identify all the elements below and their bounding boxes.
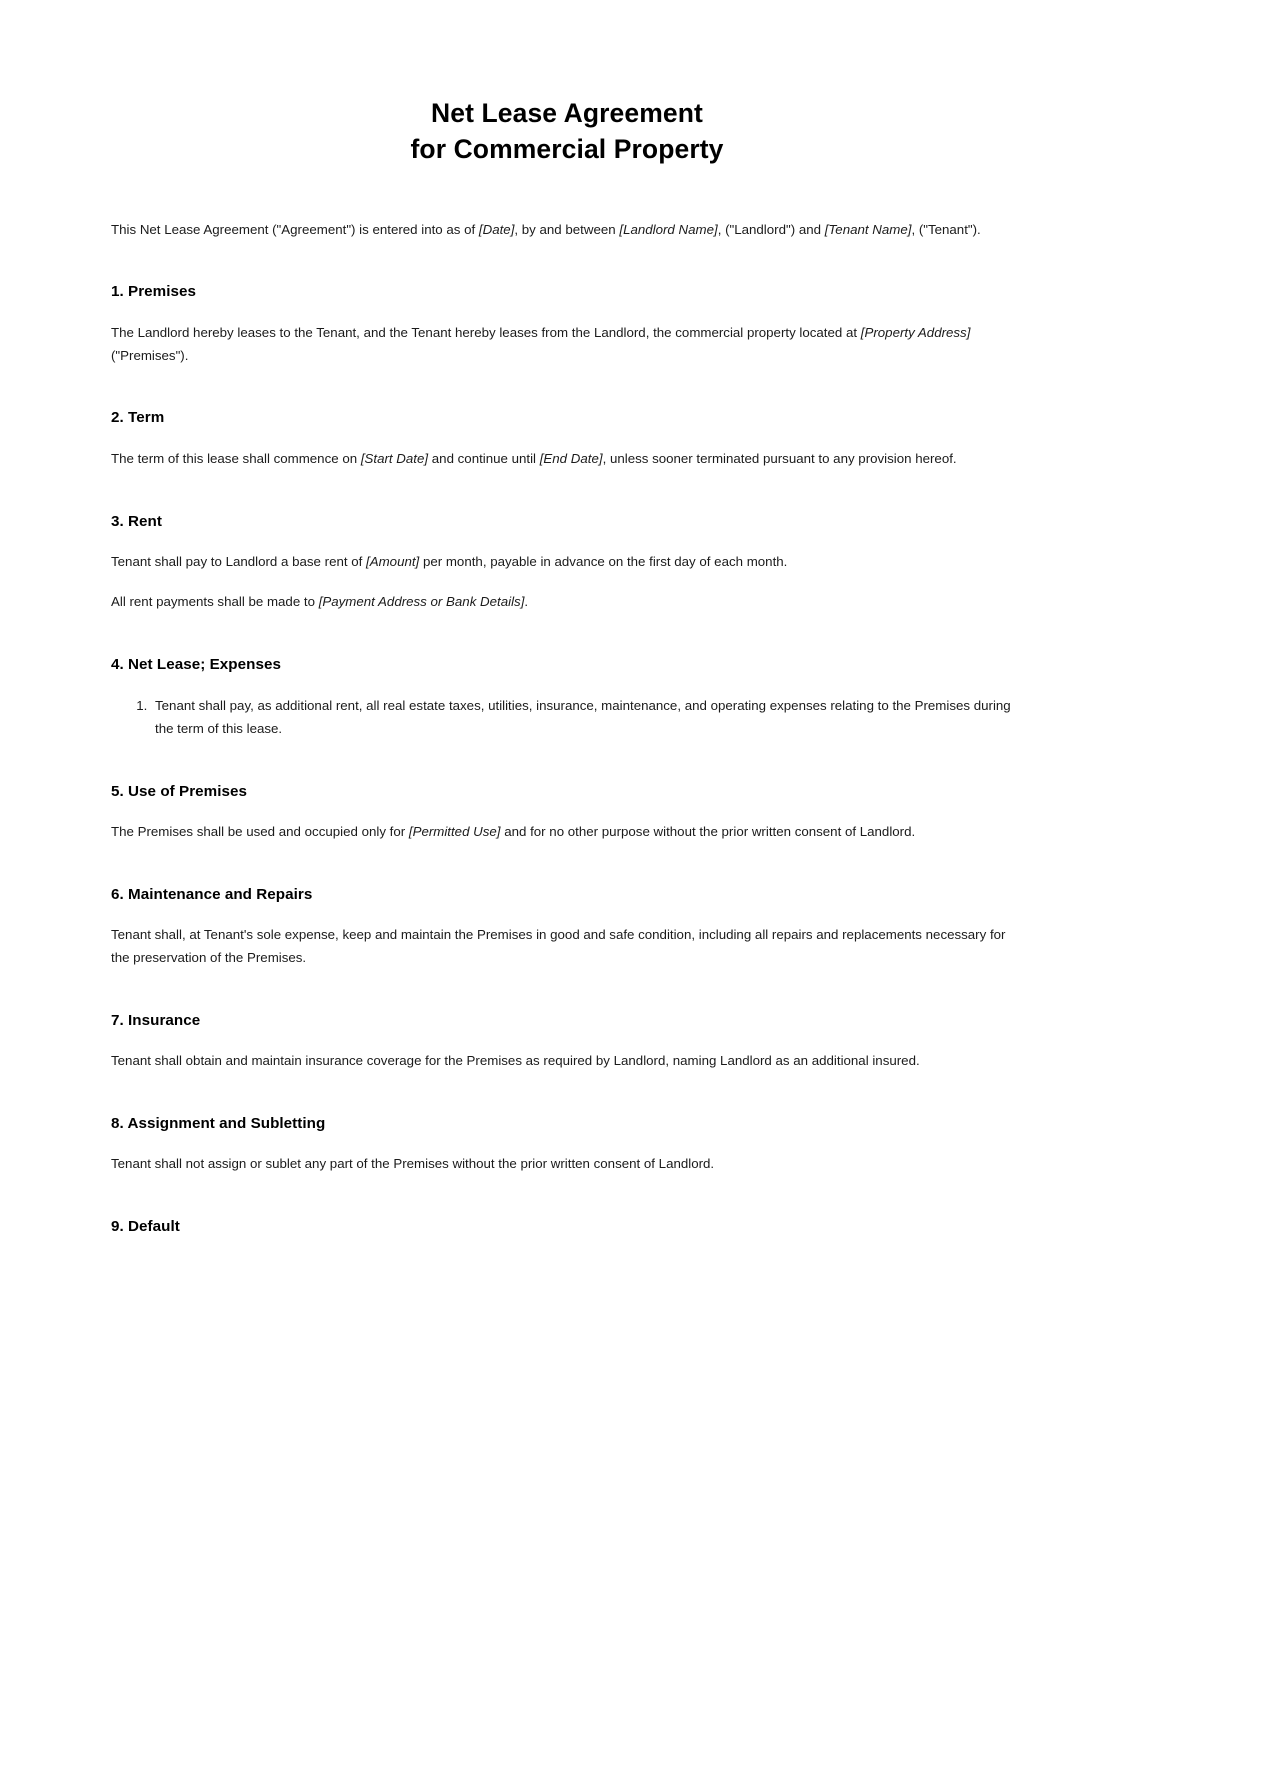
section-heading-assignment-and-subletting: 8. Assignment and Subletting — [111, 1114, 326, 1132]
rent-text-1: Tenant shall pay to Landlord a base rent of — [111, 553, 367, 569]
document-content — [111, 96, 1023, 1247]
section-body-term — [111, 448, 1023, 471]
list-item: 1. Tenant shall pay, as additional rent, all real estate taxes, utilities, insurance, maintenance, and operating expenses relating to the Premises during the term of this lease. — [151, 695, 1023, 741]
section-body-premises — [111, 322, 1023, 368]
section-body-maintenance-and-repairs: Tenant shall, at Tenant's sole expense, keep and maintain the Premises in good and safe condition, including all repairs and replacements necessary for the preservation of the Premises. — [111, 926, 1006, 965]
placeholder-end-date: [End Date] — [539, 450, 603, 466]
page-end-spacer — [111, 1237, 1023, 1247]
placeholder-amount: [Amount] — [366, 553, 420, 569]
premises-text-2: ("Premises"). — [111, 347, 189, 363]
placeholder-payment-address: [Payment Address or Bank Details] — [318, 593, 525, 609]
intro-text-1: This Net Lease Agreement ("Agreement") is entered into as of — [111, 221, 479, 237]
placeholder-tenant-name: [Tenant Name] — [824, 221, 912, 237]
rent-text-3: All rent payments shall be made to — [111, 593, 319, 609]
use-text-2: and for no other purpose without the prior written consent of Landlord. — [500, 823, 916, 839]
section-body-assignment-and-subletting: Tenant shall not assign or sublet any part of the Premises without the prior written consent of Landlord. — [111, 1156, 715, 1172]
section-heading-insurance: 7. Insurance — [111, 1011, 201, 1029]
rent-text-2: per month, payable in advance on the first day of each month. — [419, 553, 788, 569]
section-heading-term: 2. Term — [111, 409, 165, 427]
use-text-1: The Premises shall be used and occupied only for — [111, 823, 409, 839]
intro-text-3: , ("Landlord") and — [717, 221, 825, 237]
section-heading-use-of-premises: 5. Use of Premises — [111, 782, 247, 800]
page-title-line-1: Net Lease Agreement — [431, 98, 703, 128]
term-text-3: , unless sooner terminated pursuant to any provision hereof. — [602, 450, 957, 466]
intro-text-2: , by and between — [514, 221, 620, 237]
rent-text-4: . — [524, 593, 529, 609]
section-heading-default: 9. Default — [111, 1217, 180, 1235]
intro-text-4: , ("Tenant"). — [911, 221, 981, 237]
intro-paragraph — [111, 219, 1023, 242]
section-heading-premises: 1. Premises — [111, 283, 196, 301]
term-text-1: The term of this lease shall commence on — [111, 450, 361, 466]
page-title — [111, 96, 1023, 168]
section-body-insurance: Tenant shall obtain and maintain insurance coverage for the Premises as required by Landlord, naming Landlord as an additional insured. — [111, 1052, 920, 1068]
section-body-use-of-premises — [111, 821, 1023, 844]
section-list-net-lease-expenses — [111, 695, 1023, 741]
placeholder-date: [Date] — [478, 221, 515, 237]
section-body-rent-payments — [111, 591, 1023, 614]
section-heading-rent: 3. Rent — [111, 512, 162, 530]
term-text-2: and continue until — [428, 450, 540, 466]
section-body-rent-base — [111, 551, 1023, 574]
section-heading-net-lease-expenses: 4. Net Lease; Expenses — [111, 655, 281, 673]
placeholder-permitted-use: [Permitted Use] — [408, 823, 501, 839]
section-heading-maintenance-and-repairs: 6. Maintenance and Repairs — [111, 885, 313, 903]
placeholder-start-date: [Start Date] — [360, 450, 429, 466]
placeholder-property-address: [Property Address] — [860, 324, 971, 340]
page-title-line-2: for Commercial Property — [410, 133, 724, 164]
placeholder-landlord-name: [Landlord Name] — [619, 221, 718, 237]
premises-text-1: The Landlord hereby leases to the Tenant, and the Tenant hereby leases from the Landlord, the commercial property located at — [111, 324, 861, 340]
